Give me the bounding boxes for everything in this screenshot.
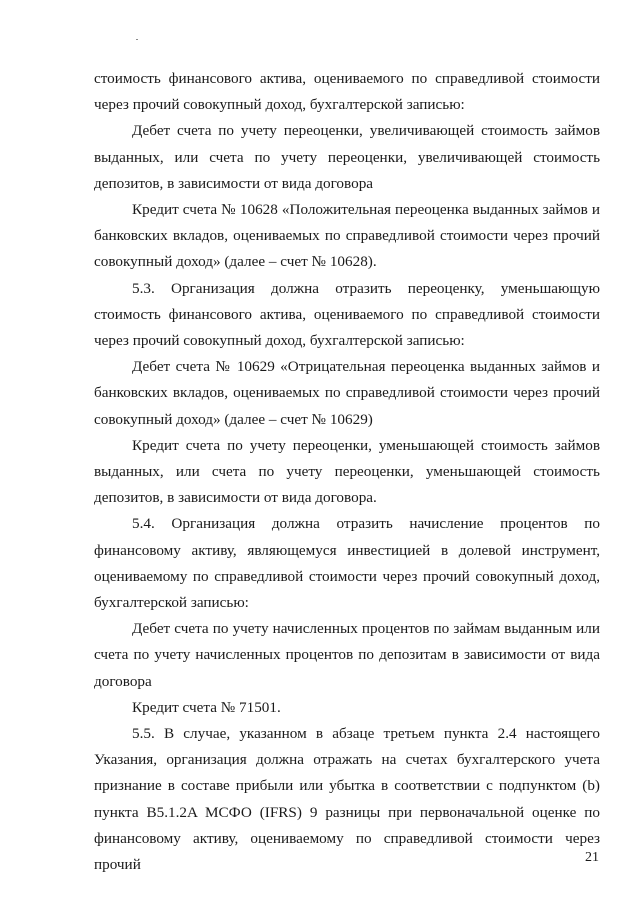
paragraph-4: 5.3. Организация должна отразить переоценку, уменьшающую стоимость финансового актива, оцениваемого по справедливой стоимости через прочий совокупный доход, бухгалтерской записью: xyxy=(94,279,600,350)
paragraph-9: Кредит счета № 71501. xyxy=(132,698,281,716)
paragraph-6: Кредит счета по учету переоценки, уменьшающей стоимость займов выданных, или счета по учету переоценки, уменьшающей стоимость депозитов, в зависимости от вида договора. xyxy=(94,436,600,507)
paragraph-8: Дебет счета по учету начисленных процентов по займам выданным или счета по учету начисленных процентов по депозитам в зависимости от вида договора xyxy=(94,620,600,690)
paragraph-10: 5.5. В случае, указанном в абзаце третьем пункта 2.4 настоящего Указания, организация должна отражать на счетах бухгалтерского учета признание в составе прибыли или убытка в соответствии с подпунктом (b) пункта B5.1.2A МСФО (IFRS) 9 разницы при первоначальной оценке по финансовому активу, оцениваемому по справедливой стоимости через прочий xyxy=(94,725,600,874)
paragraph-5: Дебет счета № 10629 «Отрицательная переоценка выданных займов и банковских вкладов, оцениваемых по справедливой стоимости через прочий совокупный доход» (далее – счет № 10629) xyxy=(94,358,600,428)
page-number: 21 xyxy=(585,850,599,865)
paragraph-1: стоимость финансового актива, оцениваемого по справедливой стоимости через прочий совокупный доход, бухгалтерской записью: xyxy=(94,70,600,114)
scan-speck xyxy=(136,39,138,40)
body-text xyxy=(94,66,600,878)
paragraph-7: 5.4. Организация должна отразить начисление процентов по финансовому активу, являющемуся инвестицией в долевой инструмент, оцениваемому по справедливой стоимости через прочий совокупный доход, бухгалтерской записью: xyxy=(94,515,600,612)
paragraph-2: Дебет счета по учету переоценки, увеличивающей стоимость займов выданных, или счета по учету переоценки, увеличивающей стоимость депозитов, в зависимости от вида договора xyxy=(94,122,600,192)
paragraph-3: Кредит счета № 10628 «Положительная переоценка выданных займов и банковских вкладов, оцениваемых по справедливой стоимости через прочий совокупный доход» (далее – счет № 10628). xyxy=(94,201,600,271)
